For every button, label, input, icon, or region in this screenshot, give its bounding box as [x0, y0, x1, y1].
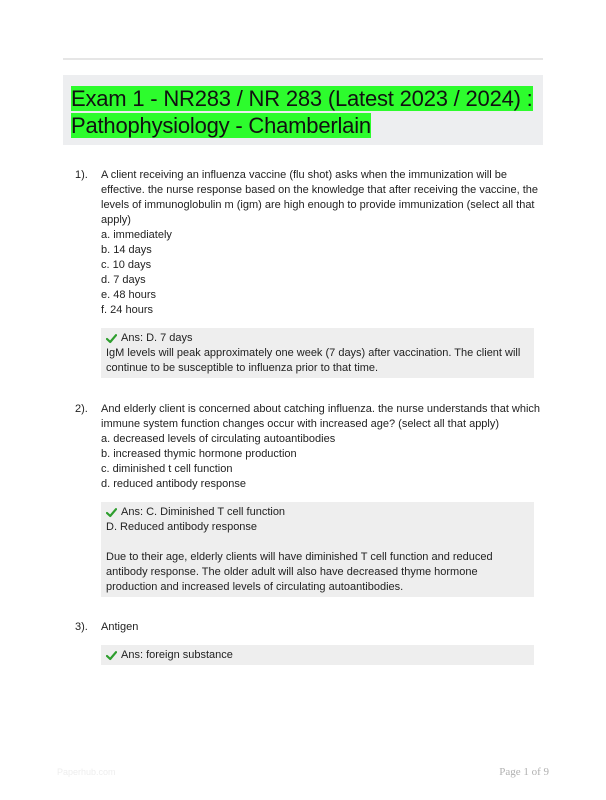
question-2	[75, 402, 545, 597]
answer-text: Ans: C. Diminished T cell function	[121, 506, 286, 518]
check-icon	[106, 507, 117, 518]
option-item: b. increased thymic hormone production	[101, 448, 297, 460]
question-number: 2).	[75, 403, 88, 415]
question-text: And elderly client is concerned about catching influenza. the nurse understands that which immune system function changes occur with increased age? (select all that apply)	[101, 403, 541, 430]
answer-text: Ans: foreign substance	[121, 649, 233, 661]
explanation-text: Due to their age, elderly clients will have diminished T cell function and reduced antibody response. The older adult will also have decreased thyme hormone production and increased levels of circulating autoantibodies.	[106, 551, 493, 593]
check-icon	[106, 650, 117, 661]
option-item: e. 48 hours	[101, 289, 157, 301]
top-divider	[63, 58, 543, 60]
question-text: A client receiving an influenza vaccine (flu shot) asks when the immunization will be effective. the nurse response based on the knowledge that after receiving the vaccine, the levels of immunoglobulin m (igm) are high enough to provide immunization (select all that apply)	[101, 169, 539, 226]
footer-watermark: Paperhub.com	[57, 767, 116, 777]
question-1	[75, 168, 545, 378]
question-3	[75, 620, 545, 665]
page-indicator: Page 1 of 9	[499, 766, 549, 778]
option-list	[101, 228, 545, 318]
question-number: 1).	[75, 169, 88, 181]
answer-text: Ans: D. 7 days	[121, 332, 193, 344]
option-item: c. diminished t cell function	[101, 463, 233, 475]
answer-box	[101, 328, 534, 378]
option-item: f. 24 hours	[101, 304, 153, 316]
explanation-text: D. Reduced antibody response	[106, 521, 258, 533]
option-item: c. 10 days	[101, 259, 152, 271]
option-item: a. decreased levels of circulating autoantibodies	[101, 433, 336, 445]
answer-box	[101, 645, 534, 665]
option-item: d. reduced antibody response	[101, 478, 246, 490]
option-item: a. immediately	[101, 229, 172, 241]
question-number: 3).	[75, 621, 88, 633]
question-text: Antigen	[101, 621, 139, 633]
answer-box	[101, 502, 534, 597]
document-title: Exam 1 - NR283 / NR 283 (Latest 2023 / 2024) : Pathophysiology - Chamberlain	[71, 86, 533, 138]
option-list	[101, 432, 545, 492]
explanation-text: IgM levels will peak approximately one week (7 days) after vaccination. The client will continue to be susceptible to influenza prior to that time.	[106, 347, 521, 374]
check-icon	[106, 333, 117, 344]
option-item: b. 14 days	[101, 244, 152, 256]
option-item: d. 7 days	[101, 274, 146, 286]
title-banner	[63, 75, 543, 145]
